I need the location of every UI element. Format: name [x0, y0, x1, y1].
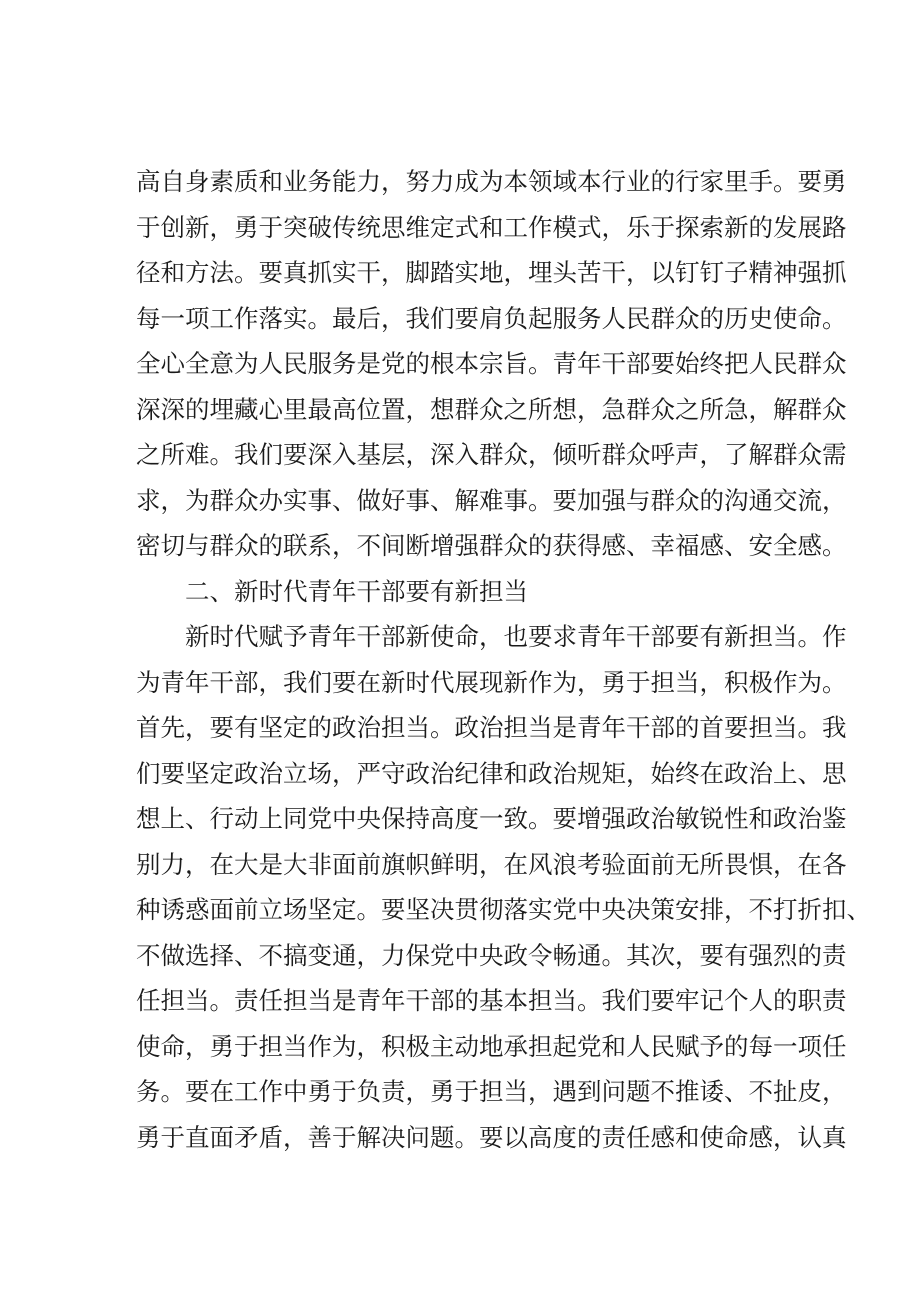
text-line: 勇于直面矛盾，善于解决问题。要以高度的责任感和使命感，认真 — [136, 1122, 847, 1152]
text-line: 于创新，勇于突破传统思维定式和工作模式，乐于探索新的发展路 — [136, 212, 847, 242]
text-line: 别力，在大是大非面前旗帜鲜明，在风浪考验面前无所畏惧，在各 — [136, 849, 847, 879]
paragraph-2 — [136, 614, 871, 1160]
text-line: 全心全意为人民服务是党的根本宗旨。青年干部要始终把人民群众 — [136, 349, 847, 378]
text-line: 种诱惑面前立场坚定。要坚决贯彻落实党中央决策安排，不打折扣、 — [136, 895, 871, 924]
text-line: 务。要在工作中勇于负责，勇于担当，遇到问题不推诿、不扯皮， — [136, 1077, 847, 1106]
text-line: 不做选择、不搞变通，力保党中央政令畅通。其次，要有强烈的责 — [136, 940, 847, 970]
text-line: 想上、行动上同党中央保持高度一致。要增强政治敏锐性和政治鉴 — [136, 804, 847, 833]
section-heading: 二、新时代青年干部要有新担当 — [185, 576, 528, 606]
text-line: 任担当。责任担当是青年干部的基本担当。我们要牢记个人的职责 — [136, 986, 847, 1015]
text-line: 新时代赋予青年干部新使命，也要求青年干部要有新担当。作 — [185, 622, 847, 651]
text-line: 密切与群众的联系，不间断增强群众的获得感、幸福感、安全感。 — [136, 531, 847, 560]
text-line: 径和方法。要真抓实干，脚踏实地，埋头苦干，以钉钉子精神强抓 — [136, 258, 847, 287]
document-body — [136, 159, 871, 1160]
paragraph-1 — [136, 159, 847, 569]
text-line: 们要坚定政治立场，严守政治纪律和政治规矩，始终在政治上、思 — [136, 758, 847, 788]
text-line: 深深的埋藏心里最高位置，想群众之所想，急群众之所急，解群众 — [136, 394, 847, 424]
text-line: 为青年干部，我们要在新时代展现新作为，勇于担当，积极作为。 — [136, 667, 847, 697]
text-line: 之所难。我们要深入基层，深入群众，倾听群众呼声，了解群众需 — [136, 440, 847, 469]
text-line: 首先，要有坚定的政治担当。政治担当是青年干部的首要担当。我 — [136, 713, 847, 742]
text-line: 求，为群众办实事、做好事、解难事。要加强与群众的沟通交流， — [136, 485, 847, 515]
text-line: 高自身素质和业务能力，努力成为本领域本行业的行家里手。要勇 — [136, 167, 847, 196]
text-line: 使命，勇于担当作为，积极主动地承担起党和人民赋予的每一项任 — [136, 1031, 847, 1061]
text-line: 每一项工作落实。最后，我们要肩负起服务人民群众的历史使命。 — [136, 303, 847, 333]
